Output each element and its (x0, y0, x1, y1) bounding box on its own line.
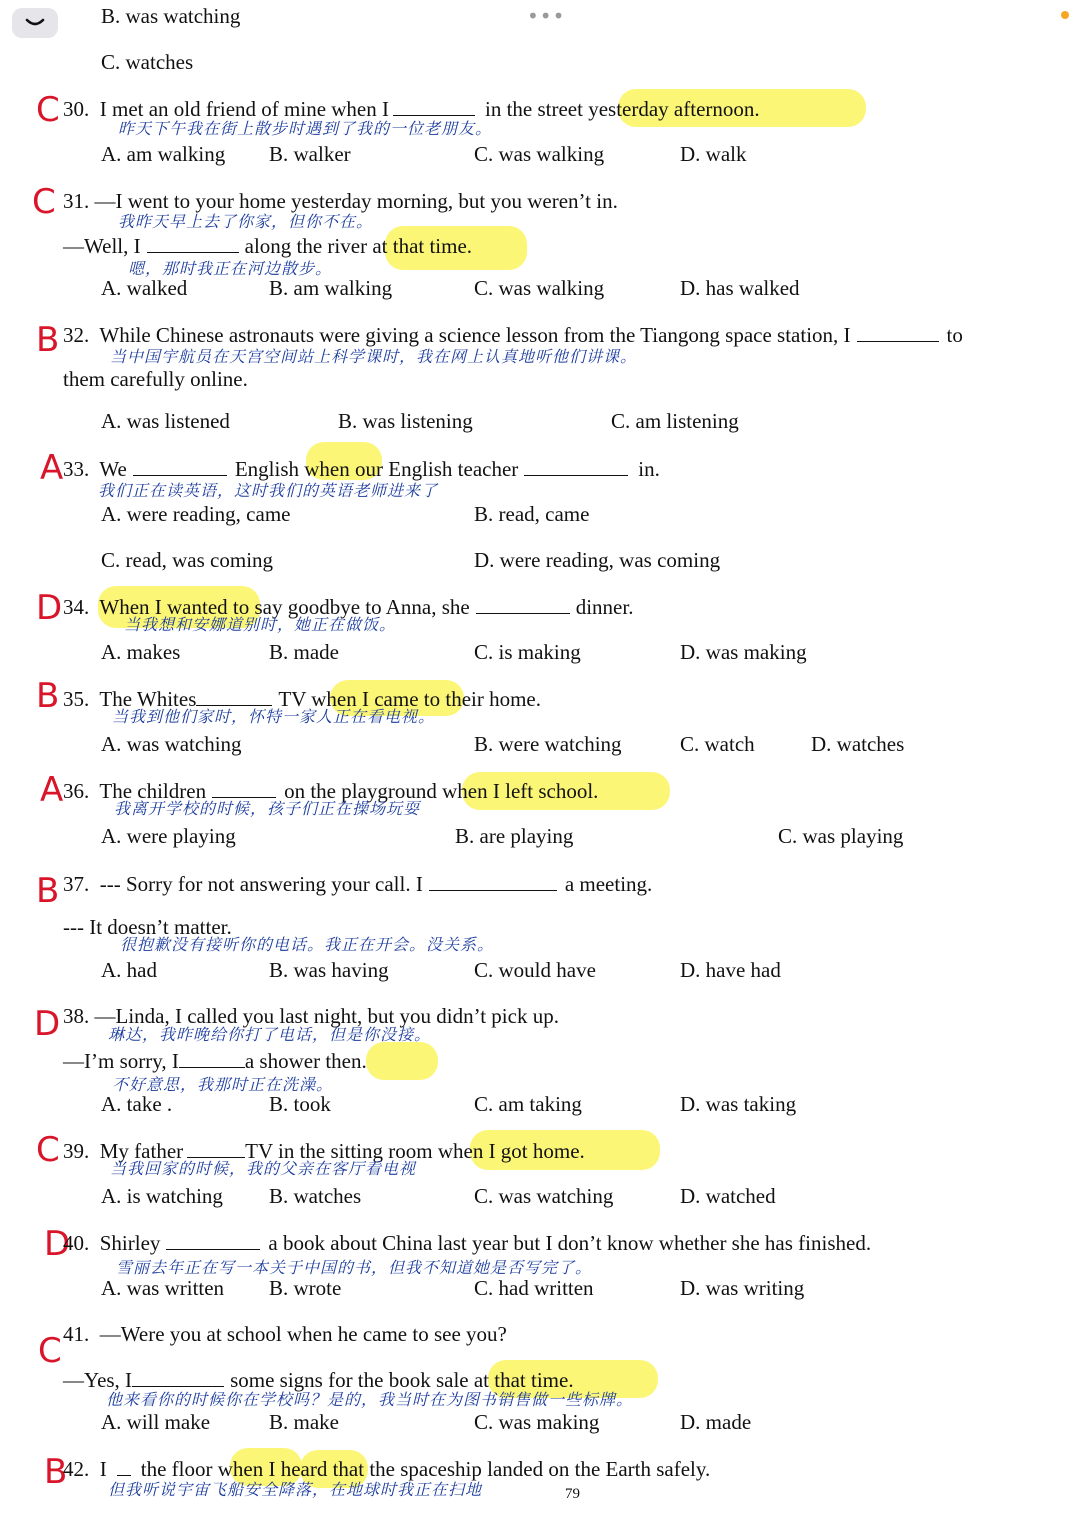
option-b: B. were watching (474, 732, 622, 756)
handwritten-note: 但我听说宇宙飞船安全降落，在地球时我正在扫地 (108, 1480, 483, 1499)
question-33 (63, 455, 660, 482)
question-31 (63, 188, 618, 214)
question-30 (63, 95, 760, 122)
option-d: D. was writing (680, 1276, 805, 1300)
handwritten-note: 他来看你的时候你在学校吗？是的，我当时在为图书销售做一些标牌。 (106, 1390, 634, 1409)
question-number: 30. (63, 97, 90, 121)
answer-mark: B (36, 676, 60, 716)
answer-blank (393, 95, 475, 116)
option-b: B. was having (269, 958, 389, 982)
highlight (366, 1042, 438, 1080)
option-a: A. am walking (101, 142, 226, 166)
answer-blank (524, 455, 628, 476)
answer-blank (179, 1047, 245, 1068)
option-b: B. was watching (101, 4, 241, 28)
question-42 (63, 1455, 710, 1482)
option-d: D. watches (811, 732, 905, 756)
option-c: C. was walking (474, 276, 605, 300)
question-number: 38. (63, 1004, 90, 1028)
question-text: The Whites (99, 687, 197, 711)
question-number: 31. (63, 189, 90, 213)
option-a: A. walked (101, 276, 188, 300)
question-32-cont: them carefully online. (63, 367, 248, 391)
question-40 (63, 1229, 871, 1256)
answer-blank (196, 685, 272, 706)
option-b: B. took (269, 1092, 331, 1116)
question-37 (63, 870, 652, 897)
question-text: I (99, 1457, 107, 1481)
question-text: —Well, I (63, 234, 141, 258)
handwritten-note: 琳达，我昨晚给你打了电话，但是你没接。 (108, 1025, 432, 1044)
option-b: B. read, came (474, 502, 590, 526)
answer-blank (857, 321, 939, 342)
answer-mark: C (36, 90, 60, 130)
question-text: along the river at that time. (244, 234, 473, 258)
handwritten-note: 我们正在读英语，这时我们的英语老师进来了 (98, 481, 439, 500)
question-text: —I’m sorry, I (63, 1049, 179, 1073)
chevron-down-icon (24, 17, 46, 29)
handwritten-note: 我离开学校的时候，孩子们正在操场玩耍 (114, 799, 421, 818)
option-d: D. has walked (680, 276, 800, 300)
option-c: C. was making (474, 1410, 600, 1434)
question-text: the floor when I heard that the spaceship landed on the Earth safely. (140, 1457, 711, 1481)
answer-blank (117, 1455, 131, 1476)
option-d: D. have had (680, 958, 781, 982)
question-text: English when our English teacher (234, 457, 519, 481)
option-a: A. had (101, 958, 157, 982)
option-a: A. makes (101, 640, 181, 664)
question-text: in the street yesterday afternoon. (485, 97, 760, 121)
question-32 (63, 321, 963, 348)
question-number: 37. (63, 872, 90, 896)
option-a: A. take . (101, 1092, 173, 1116)
question-text: TV in the sitting room when I got home. (245, 1139, 585, 1163)
question-number: 34. (63, 595, 90, 619)
question-text: The children (99, 779, 207, 803)
question-text: I met an old friend of mine when I (99, 97, 389, 121)
question-38-reply (63, 1047, 367, 1074)
question-text: --- Sorry for not answering your call. I (99, 872, 423, 896)
page-number: 79 (565, 1486, 580, 1502)
handwritten-note: 昨天下午我在街上散步时遇到了我的一位老朋友。 (118, 119, 493, 138)
question-number: 42. (63, 1457, 90, 1481)
option-a: A. was watching (101, 732, 242, 756)
option-c: C. watches (101, 50, 194, 74)
option-c: C. had written (474, 1276, 594, 1300)
ellipsis-icon[interactable]: ••• (527, 4, 566, 28)
answer-mark: A (40, 448, 64, 488)
option-d: D. were reading, was coming (474, 548, 721, 572)
option-c: C. was playing (778, 824, 904, 848)
question-text: dinner. (575, 595, 634, 619)
option-b: B. are playing (455, 824, 574, 848)
answer-blank (187, 1137, 245, 1158)
answer-mark: B (36, 871, 60, 911)
option-c: C. would have (474, 958, 596, 982)
question-number: 39. (63, 1139, 90, 1163)
question-number: 32. (63, 323, 90, 347)
question-number: 41. (63, 1322, 90, 1346)
handwritten-note: 很抱歉没有接听你的电话。我正在开会。没关系。 (120, 935, 495, 954)
option-a: A. was written (101, 1276, 225, 1300)
question-text: Shirley (99, 1231, 161, 1255)
handwritten-note: 当中国宇航员在天宫空间站上科学课时，我在网上认真地听他们讲课。 (110, 347, 638, 366)
option-a: A. were reading, came (101, 502, 291, 526)
question-text: My father (99, 1139, 184, 1163)
option-c: C. read, was coming (101, 548, 274, 572)
question-number: 40. (63, 1231, 90, 1255)
question-text: —I went to your home yesterday morning, but you weren’t in. (94, 189, 618, 213)
handwritten-note: 我昨天早上去了你家，但你不在。 (118, 212, 374, 231)
handwritten-note: 不好意思，我那时正在洗澡。 (112, 1075, 334, 1094)
handwritten-note: 当我回家的时候，我的父亲在客厅看电视 (110, 1159, 417, 1178)
option-c: C. is making (474, 640, 581, 664)
answer-mark: D (36, 588, 63, 628)
answer-mark: A (40, 770, 64, 810)
answer-blank (429, 870, 557, 891)
option-a: A. was listened (101, 409, 230, 433)
option-d: D. made (680, 1410, 752, 1434)
option-b: B. make (269, 1410, 339, 1434)
option-d: D. was making (680, 640, 807, 664)
question-text: —Were you at school when he came to see you? (99, 1322, 507, 1346)
answer-mark: C (38, 1331, 62, 1371)
answer-mark: B (44, 1452, 68, 1492)
question-text: some signs for the book sale at that time. (230, 1368, 574, 1392)
question-number: 35. (63, 687, 90, 711)
handwritten-note: 当我到他们家时，怀特一家人正在看电视。 (112, 707, 436, 726)
option-a: A. were playing (101, 824, 236, 848)
question-text: While Chinese astronauts were giving a science lesson from the Tiangong space station, I (99, 323, 851, 347)
question-text: a book about China last year but I don’t know whether she has finished. (268, 1231, 872, 1255)
answer-blank (133, 455, 227, 476)
option-c: C. was watching (474, 1184, 614, 1208)
answer-mark: D (44, 1224, 71, 1264)
option-d: D. walk (680, 142, 747, 166)
option-a: A. is watching (101, 1184, 223, 1208)
option-b: B. was listening (338, 409, 473, 433)
answer-mark: C (36, 1130, 60, 1170)
question-text: in. (638, 457, 660, 481)
option-c: C. was walking (474, 142, 605, 166)
question-text: —Yes, I (63, 1368, 133, 1392)
handwritten-note: 雪丽去年正在写一本关于中国的书，但我不知道她是否写完了。 (116, 1258, 593, 1277)
status-dot (1061, 11, 1069, 19)
collapse-button[interactable] (12, 8, 58, 38)
option-c: C. am listening (611, 409, 739, 433)
option-d: D. was taking (680, 1092, 797, 1116)
option-a: A. will make (101, 1410, 211, 1434)
question-number: 36. (63, 779, 90, 803)
answer-mark: D (34, 1004, 61, 1044)
option-c: C. watch (680, 732, 755, 756)
option-c: C. am taking (474, 1092, 582, 1116)
option-d: D. watched (680, 1184, 776, 1208)
question-text: —Linda, I called you last night, but you didn’t pick up. (94, 1004, 559, 1028)
answer-blank (212, 777, 276, 798)
option-b: B. am walking (269, 276, 393, 300)
option-b: B. watches (269, 1184, 362, 1208)
answer-blank (476, 593, 570, 614)
answer-blank (166, 1229, 260, 1250)
answer-blank (132, 1366, 224, 1387)
question-37-reply: --- It doesn’t matter. (63, 915, 232, 939)
answer-blank (147, 232, 239, 253)
option-b: B. walker (269, 142, 351, 166)
question-text: a meeting. (564, 872, 653, 896)
answer-mark: B (36, 320, 60, 360)
question-text: When I wanted to say goodbye to Anna, she (99, 595, 470, 619)
question-41-reply (63, 1366, 574, 1393)
option-b: B. made (269, 640, 339, 664)
question-41 (63, 1321, 507, 1347)
handwritten-note: 当我想和安娜道别时，她正在做饭。 (124, 615, 397, 634)
question-text: to (946, 323, 963, 347)
handwritten-note: 嗯，那时我正在河边散步。 (128, 259, 333, 278)
option-b: B. wrote (269, 1276, 342, 1300)
question-number: 33. (63, 457, 90, 481)
question-text: We (99, 457, 127, 481)
answer-mark: C (32, 182, 56, 222)
question-text: TV when I came to their home. (278, 687, 542, 711)
question-text: on the playground when I left school. (284, 779, 599, 803)
question-31-reply (63, 232, 472, 259)
question-text: a shower then. (244, 1049, 367, 1073)
